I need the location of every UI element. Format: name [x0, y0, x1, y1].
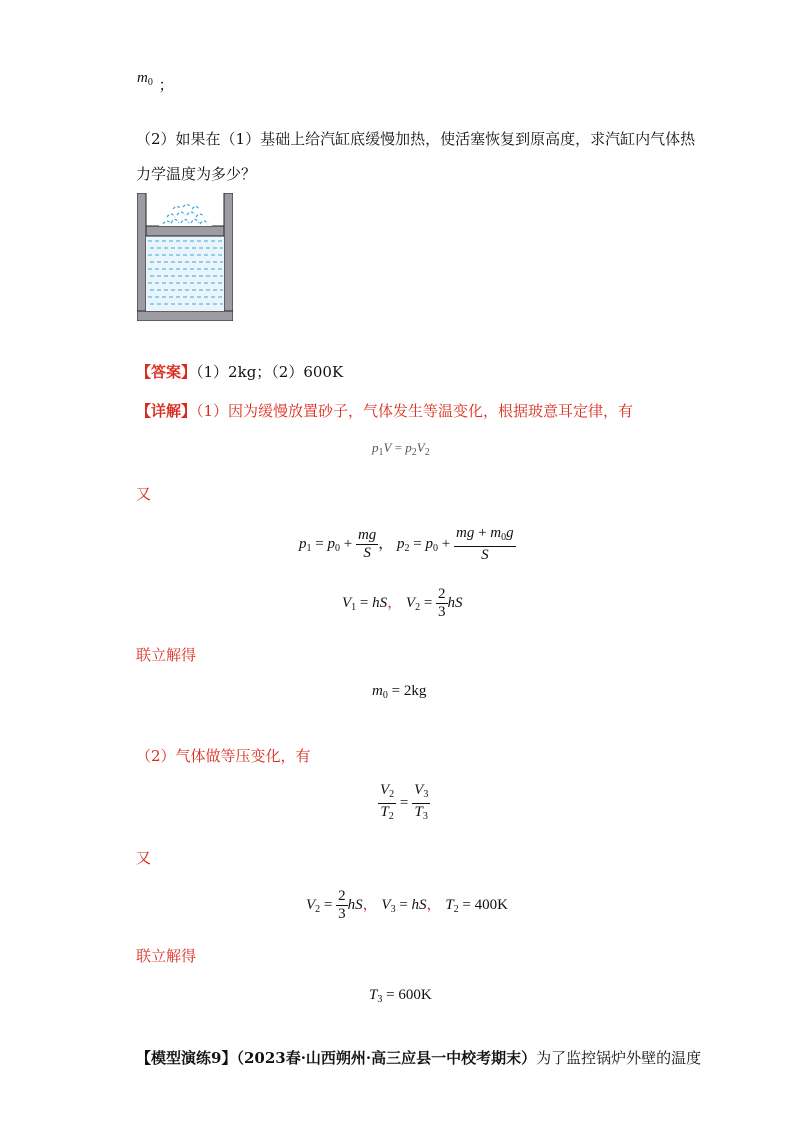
eq1-v2: V — [416, 440, 425, 455]
eq3-v1: V — [342, 594, 352, 611]
eq1-p1-sub: 1 — [378, 447, 384, 458]
eq3-v1-rhs: hS — [372, 594, 388, 611]
sand-pile — [159, 202, 212, 226]
eq3-v2-rhs: hS — [447, 594, 463, 611]
eq2-frac1-num: mg — [357, 527, 377, 543]
cylinder-left-wall — [137, 193, 146, 321]
eq2-p0b: p — [425, 535, 434, 552]
eq6-t2: T — [445, 896, 454, 913]
eq4-value: 2kg — [403, 683, 427, 699]
eq7-t: T — [369, 987, 378, 1003]
equation-volumes-1: $V_1$ = hS， $V_2$ = $\frac{2}{3}$ hS — [342, 586, 463, 620]
gas-region — [146, 236, 224, 311]
lianli-label-1: 联立解得 — [136, 646, 197, 664]
detail-tag: 【详解】 — [136, 402, 197, 420]
answer-text: （1）2kg；（2）600K — [196, 363, 344, 381]
eq5-frac1-den — [378, 804, 396, 825]
eq1-p1: p — [372, 440, 379, 455]
eq2-f2-mg: mg — [455, 525, 475, 541]
eq6-sep-1: ， — [362, 896, 378, 913]
eq5-frac2 — [412, 782, 430, 825]
detail-text: （1）因为缓慢放置砂子，气体发生等温变化，根据玻意耳定律，有 — [196, 402, 634, 420]
question2-line1: （2）如果在（1）基础上给汽缸底缓慢加热，使活塞恢复到原高度，求汽缸内气体热 — [136, 130, 696, 148]
eq2-p2-sub: 2 — [404, 542, 410, 554]
eq5-n2-sub: 3 — [423, 789, 429, 800]
eq2-f2-m-sub: 0 — [501, 532, 507, 543]
part2-line: （2）气体做等压变化，有 — [136, 747, 311, 765]
eq6-v3-sub: 3 — [390, 903, 396, 915]
eq5-n1-sub: 2 — [389, 789, 395, 800]
you-label-1: 又 — [136, 485, 152, 503]
question2-line2: 力学温度为多少？ — [136, 165, 257, 183]
eq6-sep-2: ， — [426, 896, 442, 913]
answer-line — [136, 362, 343, 382]
equation-volumes-2: $V_2$ = $\frac{2}{3}$ hS， $V_3$ = hS， $T_2 = 400K$ — [306, 888, 508, 922]
eq3-v2: V — [405, 594, 416, 611]
eq5-d1: T — [380, 804, 389, 820]
eq2-frac2-den: S — [481, 547, 489, 563]
eq4-m-sub: 0 — [382, 690, 388, 701]
eq3-v1-sub: 1 — [351, 601, 357, 613]
eq7-t-sub: 3 — [377, 994, 383, 1005]
model-exercise-tag: 【模型演练9】 — [136, 1049, 237, 1067]
cylinder-diagram — [137, 193, 233, 321]
piston — [146, 226, 224, 236]
eq2-f2-m: m — [490, 525, 502, 541]
eq2-p0b-sub: 0 — [433, 542, 439, 554]
eq6-v2: V — [306, 896, 316, 913]
eq5-d2: T — [414, 804, 423, 820]
eq2-p0-sub: 0 — [334, 542, 340, 554]
eq5-n1: V — [380, 782, 390, 798]
eq7-value: 600K — [398, 987, 432, 1003]
eq5-frac1-num — [378, 782, 396, 804]
eq1-p2-sub: 2 — [411, 447, 417, 458]
lianli-label-2: 联立解得 — [136, 947, 197, 965]
eq2-f2-g: g — [506, 525, 514, 541]
m-sub: 0 — [147, 77, 153, 88]
equation-charles: $\frac{V_2}{T_2}$ = $\frac{V_3}{T_3}$ — [378, 782, 430, 825]
cylinder-bottom — [137, 311, 233, 321]
equation-pressures: $p_1 = p_0$ + $\frac{mg}{S}$ ， $p_2 = p_0$ + $\frac{mg + m_0g}{S}$ — [299, 525, 514, 563]
eq2-frac2-num: mg + $m_0g$ — [454, 525, 516, 547]
m-var: m — [137, 70, 148, 86]
eq2-p1: p — [299, 535, 307, 552]
eq6-frac — [336, 888, 348, 923]
model-exercise-text: 为了监控锅炉外壁的温度 — [536, 1049, 702, 1067]
model-exercise-line — [136, 1048, 701, 1068]
eq1-p2: p — [405, 440, 412, 455]
eq2-p0: p — [327, 535, 335, 552]
cylinder-right-wall — [224, 193, 233, 321]
top-fragment — [137, 66, 174, 94]
eq6-v2-sub: 2 — [315, 903, 321, 915]
eq2-frac1 — [356, 527, 378, 562]
eq6-v3: V — [381, 896, 391, 913]
eq3-frac — [436, 586, 448, 621]
eq1-v2-sub: 2 — [424, 447, 430, 458]
eq2-frac1-den: S — [363, 545, 371, 561]
eq5-d1-sub: 2 — [388, 811, 394, 822]
semicolon: ； — [158, 78, 174, 94]
answer-tag: 【答案】 — [136, 363, 197, 381]
eq1-v1: V — [383, 440, 392, 455]
eq6-v3-rhs: hS — [411, 896, 427, 913]
eq6-frac-num: 2 — [338, 888, 346, 904]
eq3-sep: ， — [387, 594, 403, 611]
eq3-v2-sub: 2 — [415, 601, 421, 613]
equation-boyle — [372, 440, 430, 458]
eq5-frac1 — [378, 782, 396, 825]
eq4-m: m — [372, 683, 383, 699]
eq6-v2-rhs: hS — [347, 896, 363, 913]
eq3-frac-den: 3 — [438, 604, 446, 620]
you-label-2: 又 — [136, 849, 152, 867]
eq2-frac2 — [454, 525, 516, 564]
eq2-p1-sub: 1 — [306, 542, 312, 554]
eq5-frac2-den — [412, 804, 430, 825]
eq3-frac-num: 2 — [438, 586, 446, 602]
eq1-equals: = — [394, 440, 403, 455]
eq5-n2: V — [414, 782, 424, 798]
eq2-p2: p — [397, 535, 405, 552]
eq5-d2-sub: 3 — [422, 811, 428, 822]
eq6-t2-sub: 2 — [453, 903, 459, 915]
model-exercise-source: （2023春·山西朔州·高三应县一中校考期末） — [236, 1049, 537, 1067]
eq6-t2-rhs: 400K — [474, 896, 508, 913]
detail-line — [136, 401, 633, 421]
eq2-sep: ， — [378, 535, 394, 552]
equation-m0-result: $m_0 = 2kg$ — [372, 683, 427, 701]
eq6-frac-den: 3 — [338, 906, 346, 922]
equation-t3-result: $T_3 = 600K$ — [369, 987, 432, 1005]
eq5-frac2-num — [412, 782, 430, 804]
